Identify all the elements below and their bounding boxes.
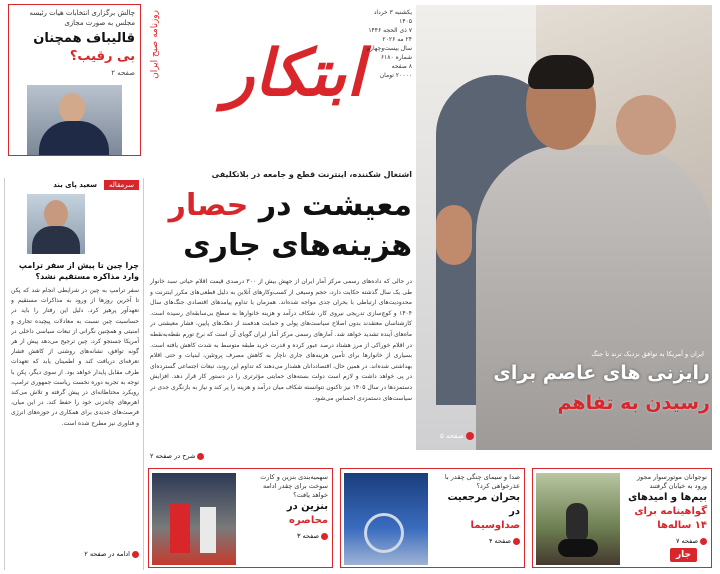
photo-headline[interactable] — [440, 358, 710, 418]
photo-quote: ایران و آمریکا به توافق نزدیک ترند تا جنگ — [591, 350, 704, 358]
headline-supra: اشتغال شکننده، اینترنت قطع و جامعه در بلاتکلیفی — [211, 170, 412, 179]
page-dot-icon — [513, 538, 520, 545]
teaser-box-qalibaf[interactable] — [8, 4, 141, 156]
headline-line2: هزینه‌های جاری — [183, 228, 412, 263]
story-title: بحران مرجعیت در — [447, 492, 520, 517]
story-page-ref: صفحه ۴ — [488, 537, 511, 545]
story-photo — [152, 473, 236, 565]
story-kicker: صدا و سیمای چنگی چقدر با عذرخواهی کرد؟ — [444, 473, 520, 490]
story-card-gasoline[interactable] — [148, 468, 333, 568]
story-title-red: صداوسیما — [470, 520, 520, 531]
teaser-photo — [27, 85, 122, 155]
headline-part-b: حصار — [168, 188, 249, 223]
editorial-continue-link[interactable]: ادامه در صفحه ۲ — [84, 550, 139, 558]
headline-part-a: معیشت در — [258, 188, 412, 223]
teaser-headline-red: بی رقیب؟ — [69, 49, 135, 64]
newspaper-logo: ابتکار روزنامه صبح ایران — [150, 10, 364, 111]
lead-article-body: در حالی که داده‌های رسمی مرکز آمار ایران از جهش بیش از ۳۰۰ درصدی قیمت اقلام حیاتی سبد خانوار طی یک سال گذشته حکایت دارد، حجم وسیعی از کسب‌وکارهای آنلاین به دلیل قطعی‌های مکرر اینترنت و محدودیت‌های ارتباطی با بحران جدی مواجه شده‌اند. همزمان با تداوم پیامدهای اقتصادی جنگ‌های سال ۱۴۰۴ و کوچ‌سازی تدریجی نیروی کار، شکاف درآمد و هزینه خانوارها به سطح بی‌سابقه‌ای رسیده است. کارشناسان معتقدند بدون اصلاح سیاست‌های پولی و حمایت هدفمند از دهک‌های پایین، فشار معیشتی در ماه‌های آینده تشدید خواهد شد. آمارهای رسمی مرکز آمار ایران گویای آن است که نرخ تورم نقطه‌به‌نقطه در اقلام خوراکی از مرز هشتاد درصد عبور کرده و قدرت خرید طبقه متوسط به شدت کاهش یافته است. بسیاری از خانوارها برای تأمین هزینه‌های جاری ناچار به کاهش مصرف پروتئین، لبنیات و حتی اقلام بهداشتی شده‌اند. در همین حال، اقتصاددانان هشدار می‌دهند که تداوم این روند، تبعات اجتماعی گسترده‌ای در پی خواهد داشت و لازم است دولت بسته‌های حمایتی مؤثرتری را در دستور کار قرار دهد. افزایش دستمزدها در سال ۱۴۰۵ نیز تاکنون نتوانسته شکاف میان درآمد و هزینه را پر کند و نیاز به بازنگری جدی در سیاست‌های دستمزدی احساس می‌شود. — [150, 278, 412, 402]
story-page-ref: صفحه ۷ — [675, 537, 698, 545]
page-dot-icon — [466, 432, 474, 440]
editorial-author: سعید پای بند — [53, 181, 97, 189]
story-photo — [536, 473, 620, 565]
main-headline[interactable] — [150, 186, 412, 266]
story-title: بنزین در — [286, 501, 328, 512]
page-dot-icon — [321, 533, 328, 540]
editorial-column[interactable] — [4, 178, 144, 570]
story-kicker: سهمیه‌بندی بنزین و کارت سوخت برای چقدر ادامه خواهد یافت؟ — [260, 473, 328, 499]
story-page-ref: صفحه ۳ — [296, 532, 319, 540]
editorial-title: چرا چین تا پیش از سفر ترامپ وارد مذاکره مستقیم نشد؟ — [18, 261, 139, 281]
story-title-red: محاصره — [289, 515, 328, 526]
photo-page-ref: صفحه ۵ — [440, 432, 474, 440]
story-title: بیم‌ها و امیدهای — [628, 492, 707, 503]
story-card-broadcast[interactable] — [340, 468, 525, 568]
story-photo — [344, 473, 428, 565]
photo-headline-line1: رایزنی های عاصم برای — [493, 362, 710, 384]
page-dot-icon — [132, 551, 139, 558]
page-dot-icon — [700, 538, 707, 545]
issue-info: یکشنبه ۳ خرداد ۱۴۰۵ ۷ ذی الحجه ۱۴۴۶ ۲۴ مه ۲۰۲۶ سال بیست‌وچهارم شماره ۶۱۸۰ ۸ صفحه ۲۰۰۰۰ تومان — [366, 9, 412, 79]
logo-subtitle: روزنامه صبح ایران — [150, 10, 160, 79]
photo-headline-line2: رسیدن به تفاهم — [557, 392, 710, 414]
footer-badge: جار — [670, 548, 697, 562]
story-kicker: نوجوانان موتورسوار مجوز ورود به خیابان گرفتند — [636, 473, 707, 490]
teaser-page-ref: صفحه ۲ — [111, 69, 135, 77]
teaser-kicker: چالش برگزاری انتخابات هیات رئیسه مجلس به صورت مجازی — [29, 9, 135, 27]
story-title-red: گواهینامه برای ۱۴ ساله‌ها — [634, 506, 707, 531]
page-dot-icon — [197, 453, 204, 460]
editorial-body: سفر ترامپ به چین در شرایطی انجام شد که پکن تا آخرین روزها از ورود به مذاکرات مستقیم و تعهدآور پرهیز کرد. دلیل این رفتار را باید در حساسیت چین نسبت به معادلات پیچیده تجاری و امنیتی و همچنین نگرانی از تبعات سیاسی داخلی در آمریکا جستجو کرد. چین ترجیح می‌دهد پیش از هر گونه توافق، نشانه‌های روشنی از کاهش فشار تعرفه‌ای دریافت کند و اطمینان یابد که تعهدات طرف مقابل پایدار خواهد بود. از سوی دیگر، پکن با توجه به تجربه دوره نخست ریاست جمهوری ترامپ، رویکرد محتاطانه‌ای در پیش گرفته و تلاش می‌کند اهرم‌های چانه‌زنی خود را حفظ کند. در این میان، فرصت‌های جدیدی برای همکاری در حوزه‌های انرژی و فناوری نیز مطرح شده است. — [11, 287, 139, 427]
editorial-tag: سرمقاله — [104, 180, 139, 190]
lead-continue-link[interactable]: شرح در صفحه ۲ — [150, 452, 204, 460]
author-photo — [27, 194, 85, 254]
teaser-headline: قالیباف همچنان — [33, 31, 135, 46]
